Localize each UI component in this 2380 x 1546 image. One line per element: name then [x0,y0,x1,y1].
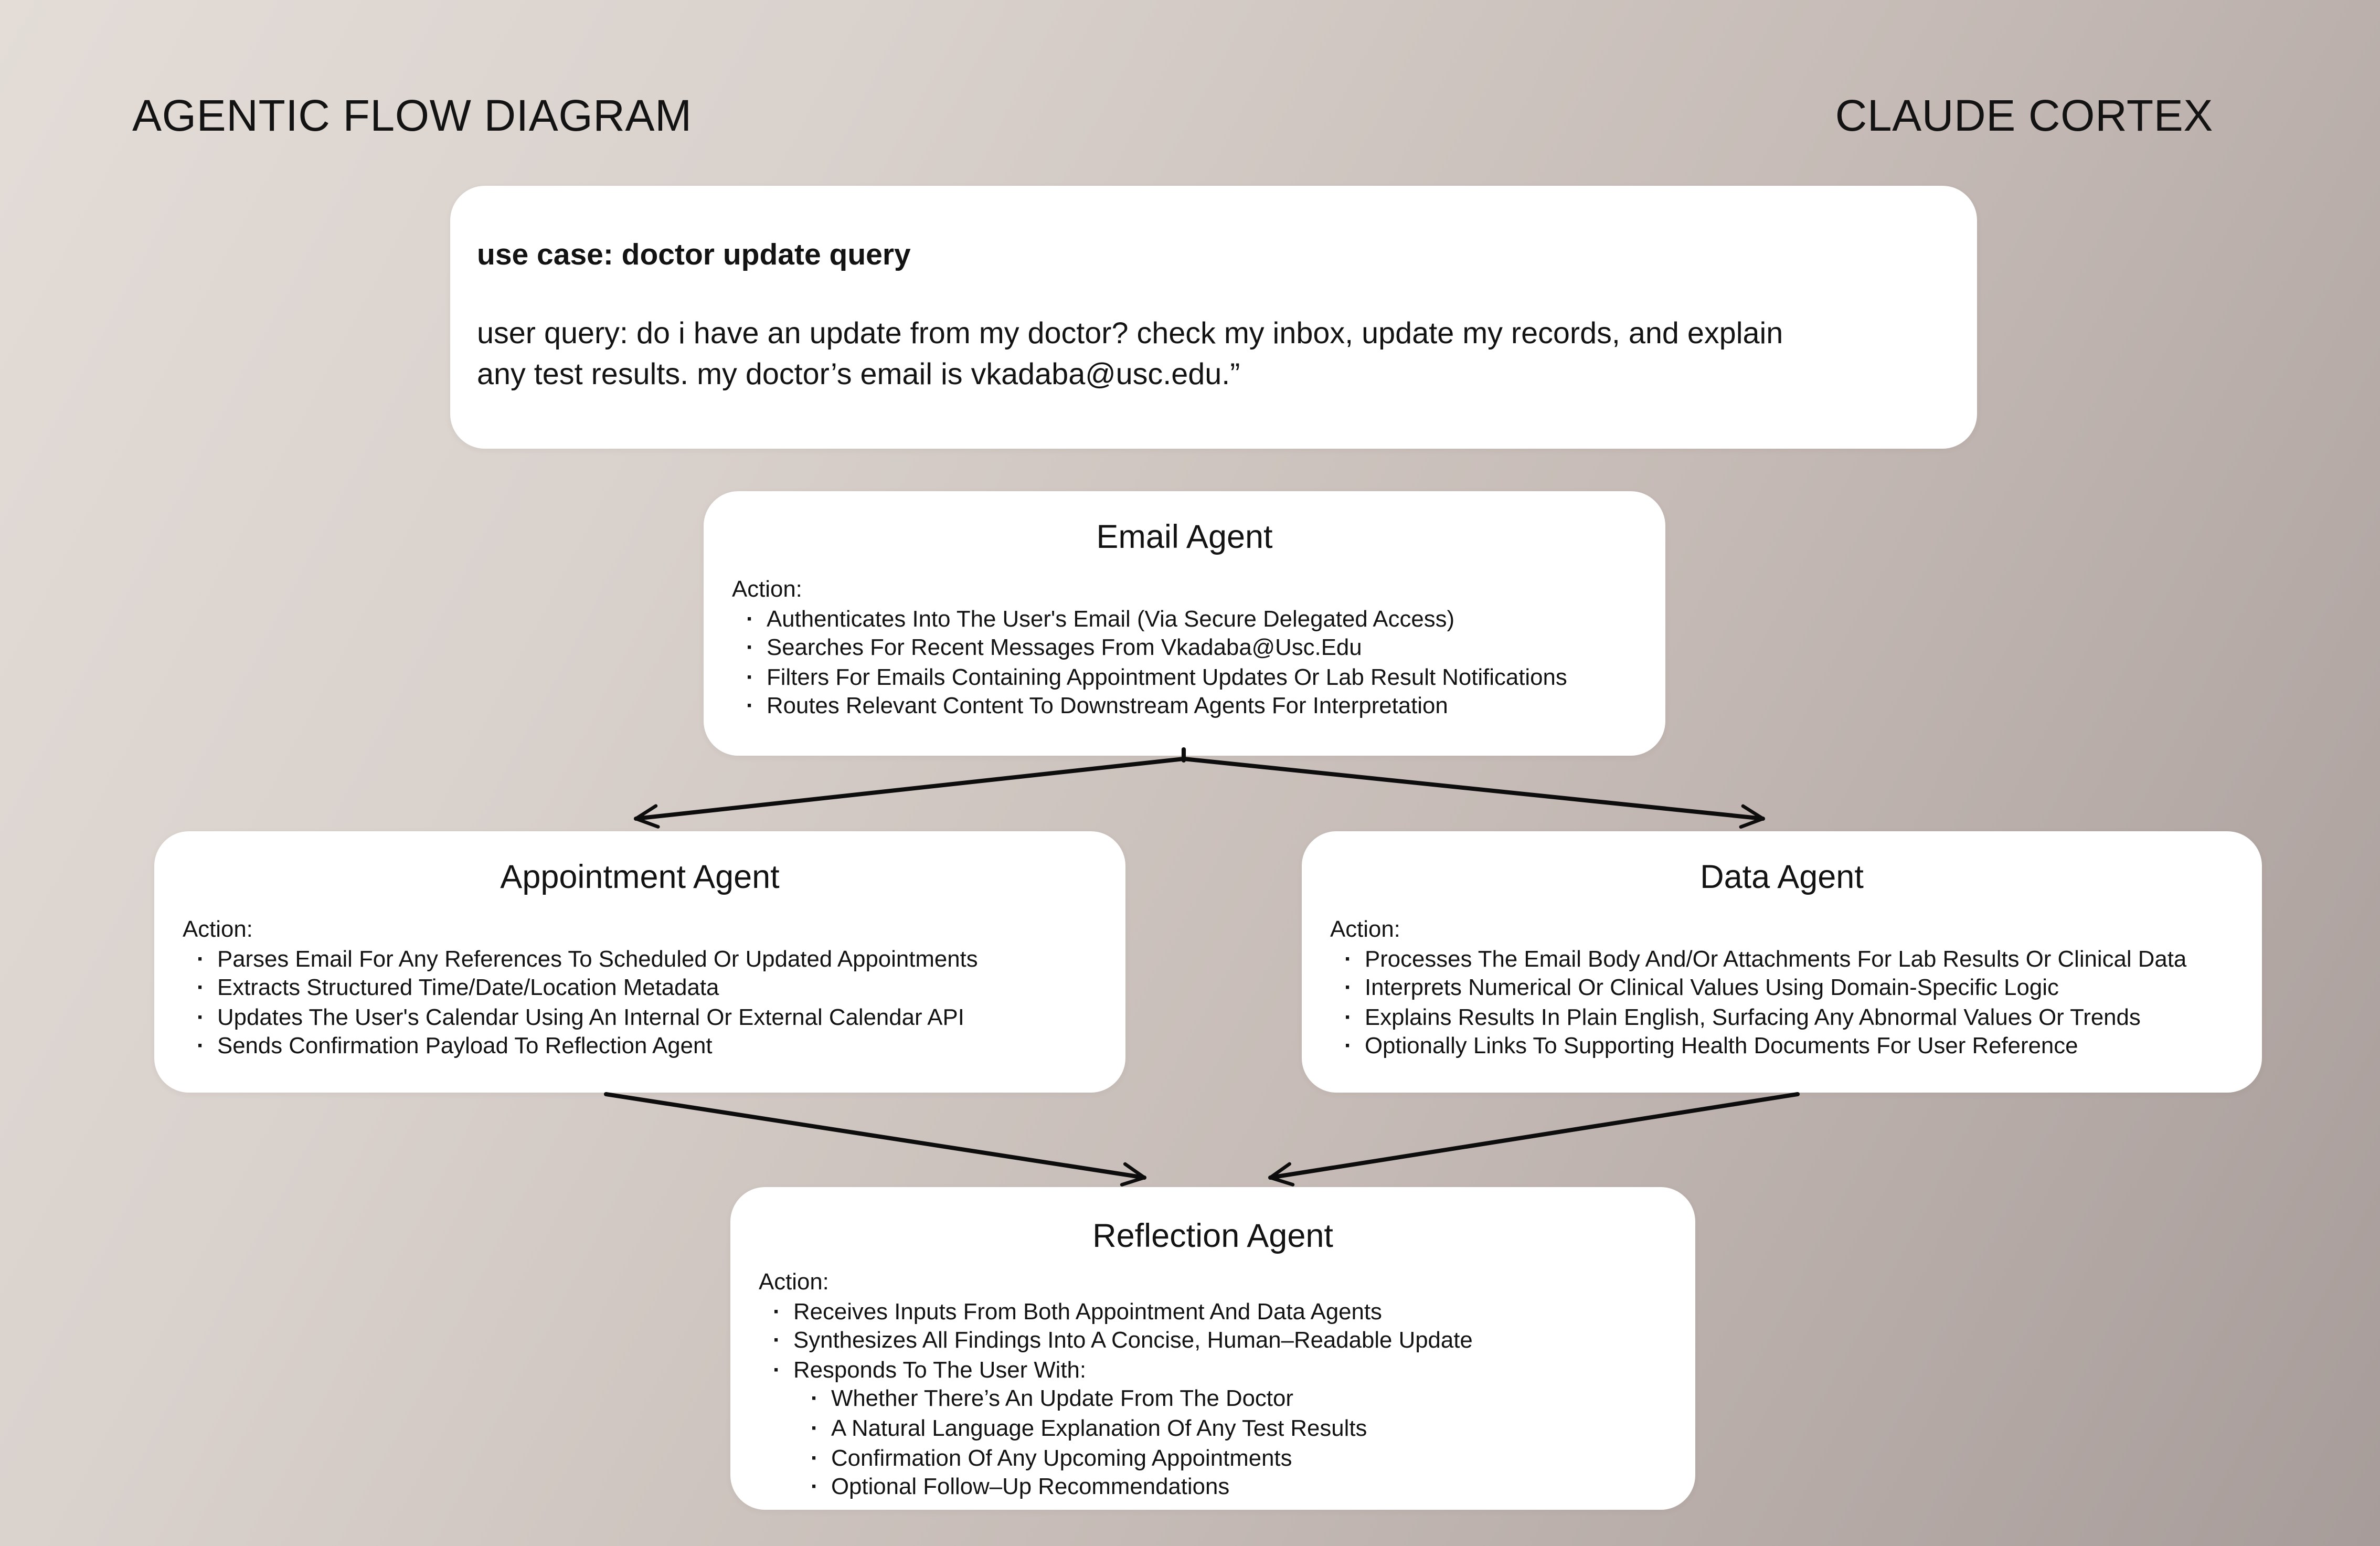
appointment-agent-title: Appointment Agent [500,860,780,896]
reflection-agent-title: Reflection Agent [1092,1219,1333,1255]
email-agent-title: Email Agent [1096,520,1273,556]
bullet-item: · Filters For Emails Containing Appointment Updates Or Lab Result Notifications [732,664,1650,693]
brand-title: CLAUDE CORTEX [1835,91,2213,140]
bullet-item: · Interprets Numerical Or Clinical Values Using Domain-Specific Logic [1330,975,2246,1004]
use-case-heading: use case: doctor update query [477,239,911,272]
bullet-item: · Routes Relevant Content To Downstream Agents For Interpretation [732,693,1650,723]
bullet-item: · Responds To The User With: [759,1357,1680,1386]
use-case-body-line: any test results. my doctor’s email is vkadaba@usc.edu.” [477,358,1240,392]
sub-bullet-item: · Confirmation Of Any Upcoming Appointments [759,1445,1680,1474]
action-label: Action: [183,918,253,943]
bullet-item: · Updates The User's Calendar Using An Internal Or External Calendar API [183,1004,1110,1033]
action-label: Action: [759,1270,829,1296]
use-case-card [450,186,1977,449]
page-title: AGENTIC FLOW DIAGRAM [132,91,692,140]
use-case-body [477,315,1946,396]
use-case-body-line: user query: do i have an update from my doctor? check my inbox, update my records, and explain [477,318,1783,351]
bullet-item: · Receives Inputs From Both Appointment And Data Agents [759,1298,1680,1328]
bullet-item: · Explains Results In Plain English, Surfacing Any Abnormal Values Or Trends [1330,1004,2246,1033]
bullet-item: · Sends Confirmation Payload To Reflection Agent [183,1033,1110,1063]
sub-bullet-item: · A Natural Language Explanation Of Any Test Results [759,1415,1680,1445]
data-agent-title: Data Agent [1700,860,1864,896]
sub-bullet-item: · Whether There’s An Update From The Doctor [759,1386,1680,1415]
appointment-agent-card [154,831,1125,1093]
bullet-item: · Parses Email For Any References To Scheduled Or Updated Appointments [183,946,1110,975]
reflection-agent-card [730,1187,1695,1510]
bullet-item: · Extracts Structured Time/Date/Location Metadata [183,975,1110,1004]
bullet-item: · Authenticates Into The User's Email (Via Secure Delegated Access) [732,606,1650,635]
bullet-item: · Optionally Links To Supporting Health Documents For User Reference [1330,1033,2246,1063]
action-label: Action: [732,578,802,603]
action-label: Action: [1330,918,1400,943]
email-agent-card [704,491,1665,756]
bullet-item: · Searches For Recent Messages From Vkadaba@Usc.Edu [732,635,1650,664]
bullet-item: · Processes The Email Body And/Or Attachments For Lab Results Or Clinical Data [1330,946,2246,975]
bullet-item: · Synthesizes All Findings Into A Concise, Human–Readable Update [759,1328,1680,1357]
data-agent-card [1302,831,2262,1093]
sub-bullet-item: · Optional Follow–Up Recommendations [759,1474,1680,1503]
